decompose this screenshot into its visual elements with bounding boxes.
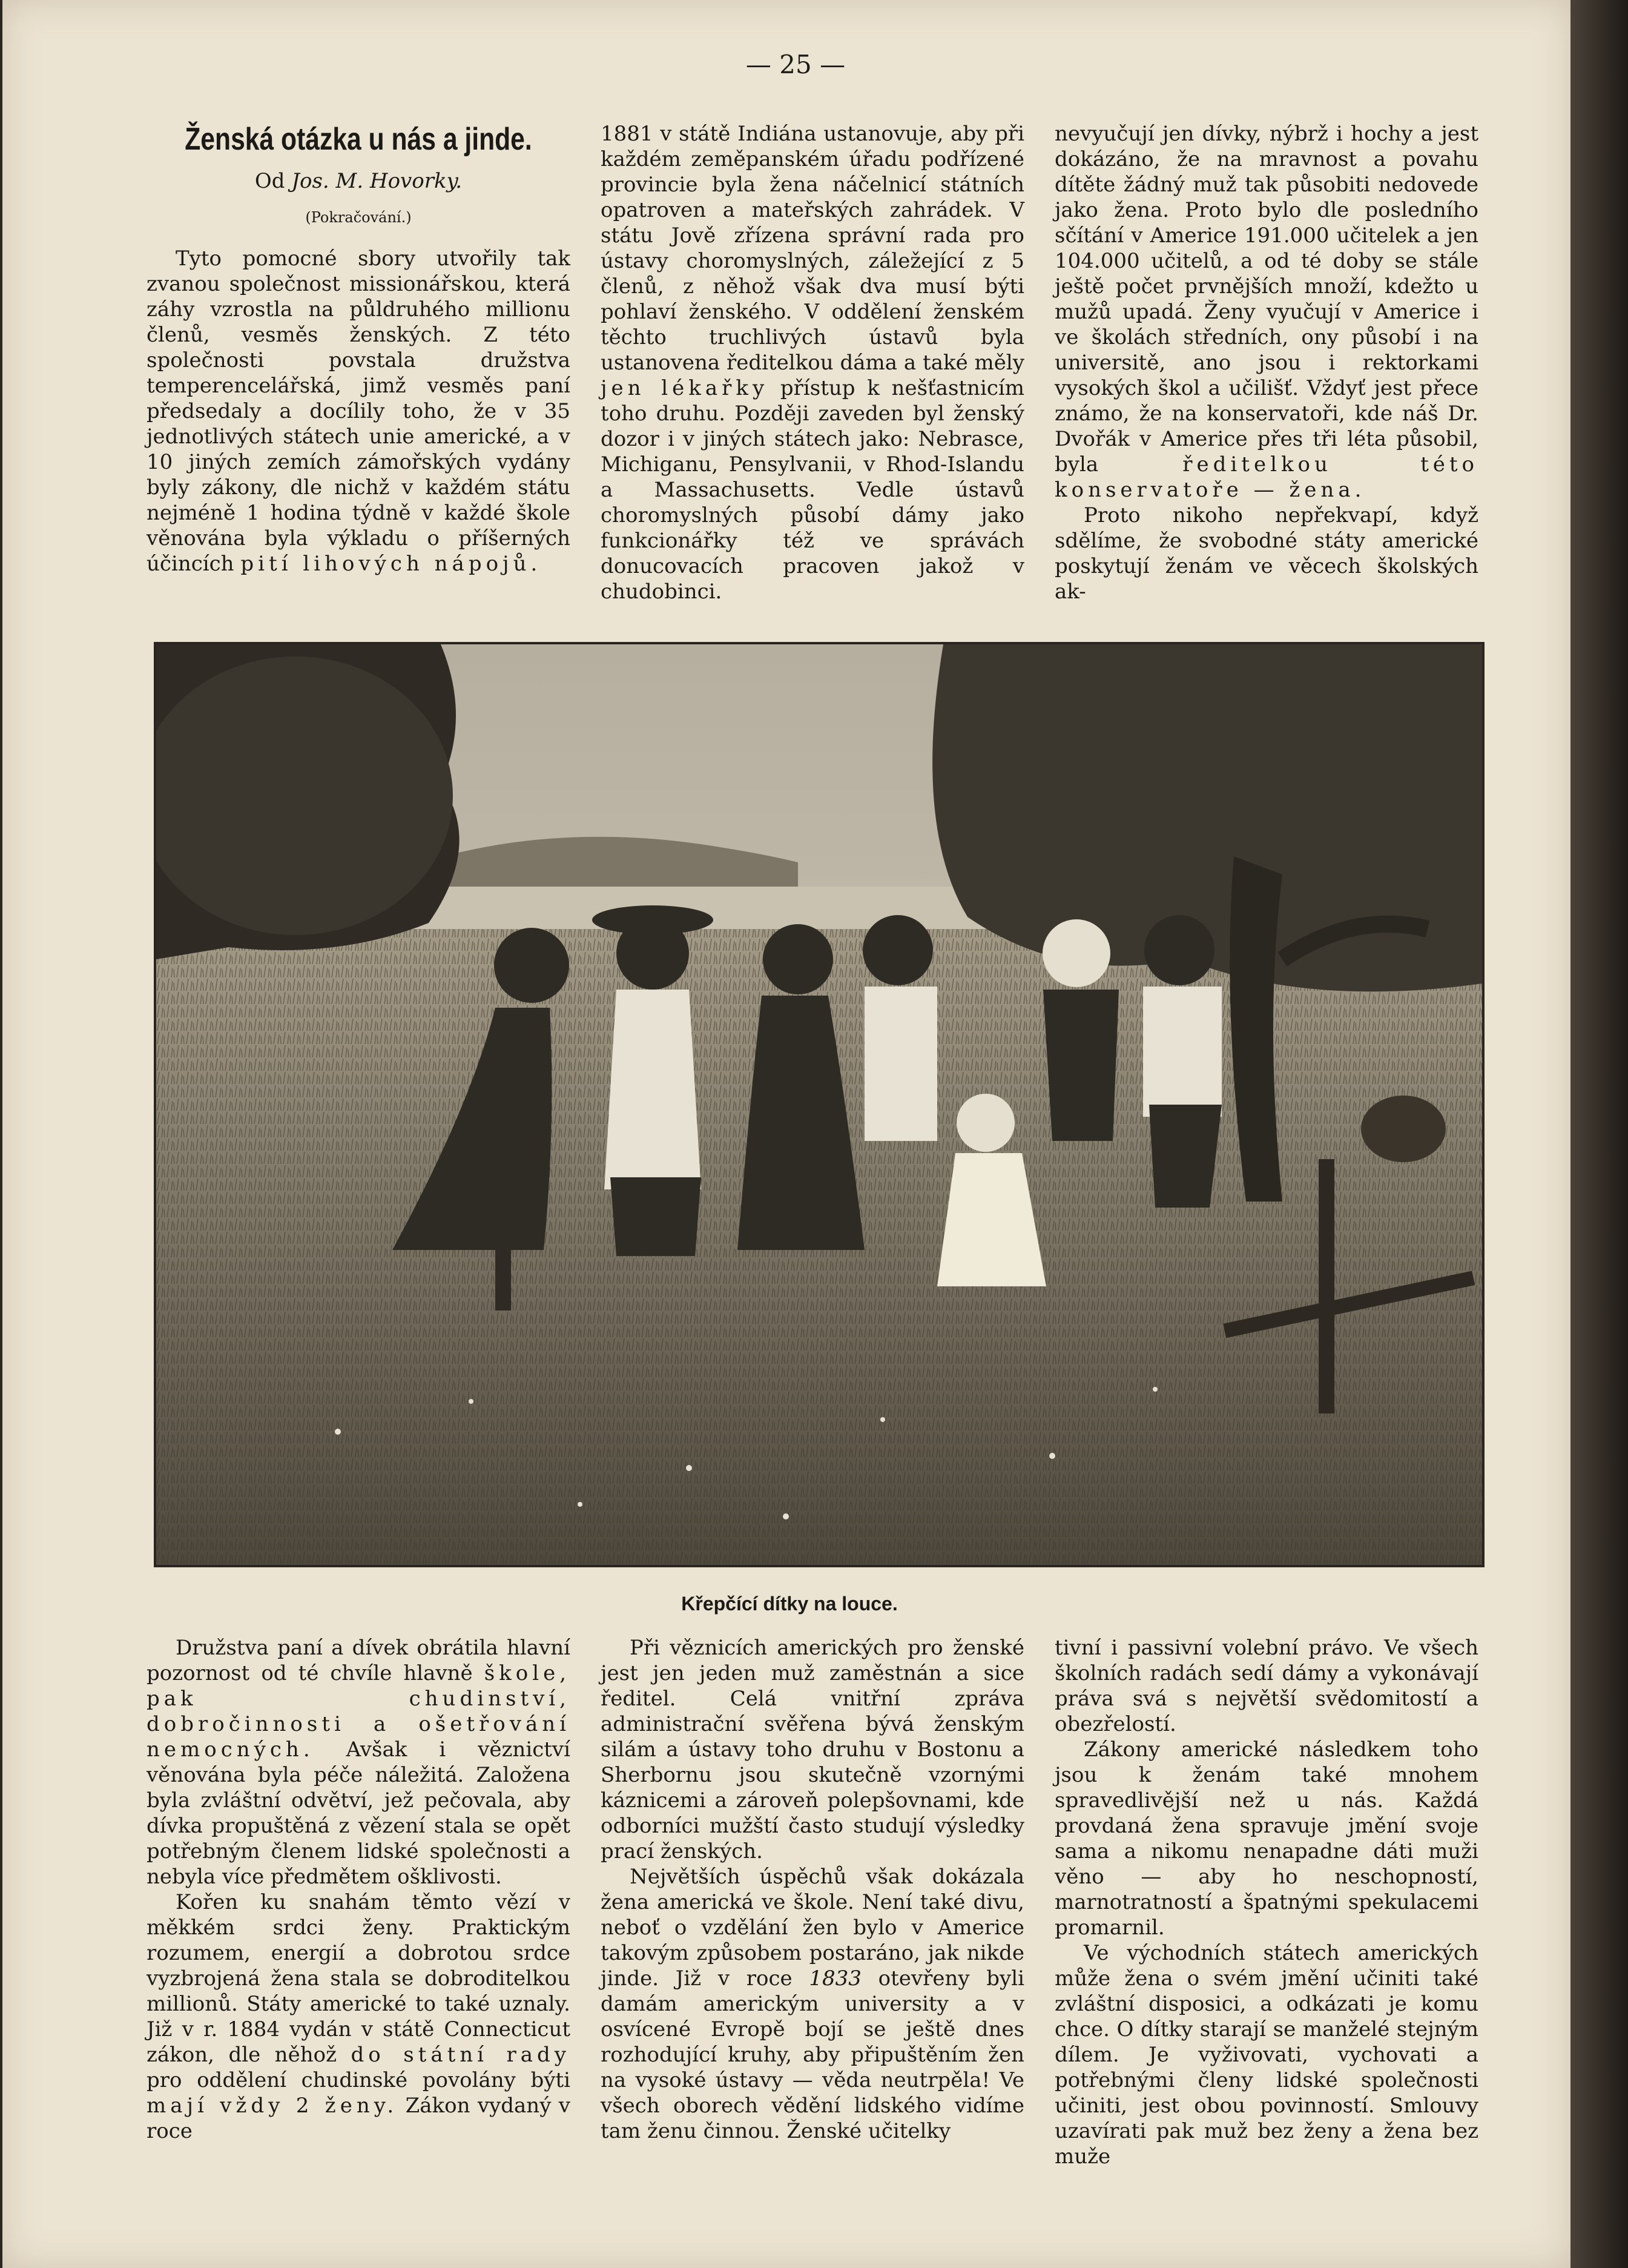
- paragraph: Největších úspěchů však dokázala žena americká ve škole. Není také divu, neboť o vzdělání žen bylo v Americe takovým způsobem postaráno, jak nikde jinde. Již v roce 1833 otevřeny byli damám americkým university a v osvícené Evropě bojí se ještě dnes rozhodující kruhy, aby připuštěním žen na vysoké ústavy — věda neutrpěla! Ve všech oborech vědění lidského vidíme tam ženu činnou. Ženské učitelky: [601, 1865, 1024, 2143]
- engraving-picture: [156, 644, 1482, 1565]
- paragraph: 1881 v státě Indiána ustanovuje, aby při každém zeměpanském úřadu podřízené provincie byla žena náčelnicí státních opatroven a mateřských zahrádek. V státu Jově zřízena správní rada pro ústavy choromyslných, záležející z 5 členů, z něhož však dva musí býti pohlaví ženského. V oddělení ženském těchto truchlivých ústavů byla ustanovena ředitelkou dáma a také měly jen lékařky přístup k nešťastnicím toho druhu. Později zaveden byl ženský dozor i v jiných státech jako: Nebrasce, Michiganu, Pensylvanii, v Rhod-Islandu a Massachusetts. Vedle ústavů choromyslných působí dámy jako funkcionářky též ve správách donucovacích pracoven jakož v chudobinci.: [601, 122, 1024, 604]
- top-column-1: [147, 121, 570, 577]
- article-title: Ženská otázka u nás a jinde.: [185, 122, 532, 157]
- paragraph: Kořen ku snahám těmto vězí v měkkém srdci ženy. Praktickým rozumem, energií a dobrotou srdce vyzbrojená žena stala se dobroditelkou millionů. Státy americké to také uznaly. Již v r. 1884 vydán v státě Connecticut zákon, dle něhož do státní rady pro oddělení chudinské povolány býti mají vždy 2 ženy. Zákon vydaný v roce: [147, 1890, 570, 2143]
- bottom-column-1: [147, 1635, 570, 2144]
- spaced-emphasis: ředitelkou této konservatoře — žena.: [1055, 452, 1478, 502]
- spaced-emphasis: do státní rady: [351, 2043, 570, 2067]
- newspaper-page: [2, 0, 1570, 2268]
- article-byline: [147, 168, 570, 194]
- top-column-3: [1055, 121, 1478, 604]
- bottom-column-3: [1055, 1635, 1478, 2169]
- spaced-emphasis: pití lihových nápojů.: [240, 552, 542, 576]
- paragraph: tivní i passivní volební právo. Ve všech školních radách sedí dámy a vykonávají práva svá s největší svědomitostí a obezřelostí.: [1055, 1636, 1478, 1736]
- top-column-2: [601, 121, 1024, 604]
- paragraph: Při věznicích amerických pro ženské jest jen jeden muž zaměstnán a sice ředitel. Celá vnitřní zpráva administrační svěřena bývá ženským silám a ústavy toho druhu v Bostonu a Sherbornu jsou skutečně vzornými káznicemi a zároveň polepšovnami, kde odborníci mužští často studují výsledky prací ženských.: [601, 1636, 1024, 1863]
- byline-author: Jos. M. Hovorky.: [291, 169, 463, 193]
- paragraph: Proto nikoho nepřekvapí, když sdělíme, že svobodné státy americké poskytují ženám ve věcech školských ak-: [1055, 503, 1478, 604]
- paragraph: Ve východních státech amerických může žena o svém jmění učiniti také zvláštní disposici, a odkázati je komu chce. O dítky starají se manželé stejným dílem. Je vyživovati, vychovati a potřebnými členy lidské společnosti učiniti, jest obou povinností. Smlouvy uzavírati pak muž bez ženy a žena bez muže: [1055, 1941, 1478, 2169]
- bottom-column-2: [601, 1635, 1024, 2144]
- illustration-children-dancing: [154, 642, 1485, 1567]
- paragraph: Zákony americké následkem toho jsou k ženám také mnohem spravedlivější než u nás. Každá provdaná žena spravuje jmění svoje sama a nikomu nenapadne dáti muži věno — aby ho neschopností, marnotratností a špatnými spekulacemi promarnil.: [1055, 1737, 1478, 1940]
- spaced-emphasis: škole, pak chudinství, dobročinnosti a ošetřování nemocných.: [147, 1661, 571, 1762]
- byline-prefix: Od: [254, 169, 285, 193]
- paragraph: Tyto pomocné sbory utvořily tak zvanou společnost missionářskou, která záhy vzrostla na půldruhého millionu členů, vesměs ženských. Z této společnosti povstala družstva temperencelářská, jimž vesměs paní předsedaly a docílily toho, že v 35 jednotlivých státech unie americké, a v 10 jiných zemích zámořských vydány byly zákony, dle nichž v každém státu nejméně 1 hodina týdně v každé škole věnována byla výkladu o příšerných účincích pití lihových nápojů.: [147, 246, 570, 576]
- paragraph: Družstva paní a dívek obrátila hlavní pozornost od té chvíle hlavně škole, pak chudinství, dobročinnosti a ošetřování nemocných. Avšak i věznictví věnována byla péče náležitá. Založena byla zvláštní odvětví, jež pečovala, aby dívka propuštěná z vězení stala se opět potřebným členem lidské společnosti a nebyla více předmětem ošklivosti.: [147, 1636, 571, 1889]
- handwritten-year: 1833: [809, 1966, 862, 1991]
- spaced-emphasis: jen lékařky: [601, 376, 769, 400]
- page-number: — 25 —: [745, 50, 846, 79]
- illustration-caption: Křepčící dítky na louce.: [681, 1593, 898, 1615]
- continued-note: (Pokračování.): [305, 209, 412, 226]
- paragraph: nevyučují jen dívky, nýbrž i hochy a jest dokázáno, že na mravnost a povahu dítěte žádný muž tak působiti nedovede jako žena. Proto bylo dle posledního sčítání v Americe 191.000 učitelek a jen 104.000 učitelů, a od té doby se stále ještě počet prvnějších množí, kdežto u mužů upadá. Ženy vyučují v Americe i ve školách středních, ony působí i na universitě, ano jsou i rektorkami vysokých škol a učilišť. Vždyť jest přece známo, že na konservatoři, kde náš Dr. Dvořák v Americe přes tři léta působil, byla ředitelkou této konservatoře — žena.: [1055, 122, 1478, 502]
- spaced-emphasis: mají vždy 2 ženy.: [147, 2094, 398, 2118]
- book-edge: [1570, 0, 1628, 2268]
